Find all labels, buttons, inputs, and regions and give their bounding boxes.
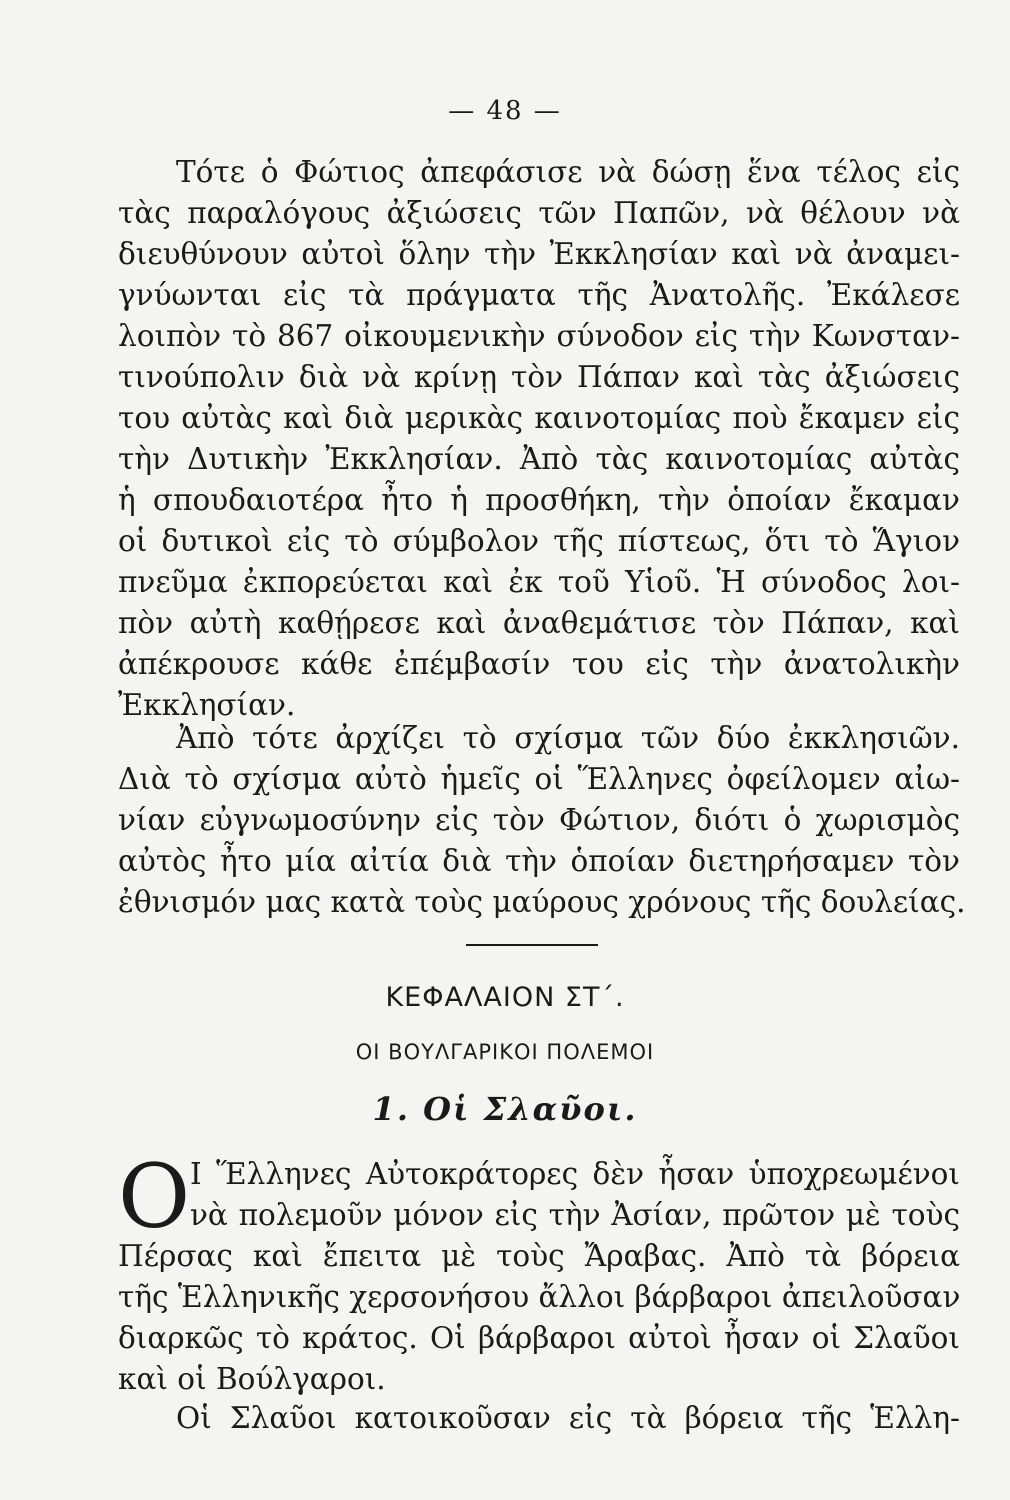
text-line: διευθύνουν αὐτοὶ ὅλην τὴν Ἐκκλησίαν καὶ νὰ ἀναμει- bbox=[118, 237, 960, 271]
text-line: τὰς παραλόγους ἀξιώσεις τῶν Παπῶν, νὰ θέλουν νὰ bbox=[118, 196, 960, 230]
page-number: — 48 — bbox=[448, 96, 562, 126]
text-line: τὴν Δυτικὴν Ἐκκλησίαν. Ἀπὸ τὰς καινοτομίας αὐτὰς bbox=[118, 442, 960, 476]
text-line: οἱ δυτικοὶ εἰς τὸ σύμβολον τῆς πίστεως, ὅτι τὸ Ἅγιον bbox=[118, 524, 960, 558]
section-divider bbox=[466, 944, 598, 946]
paragraph-slavs bbox=[118, 1398, 960, 1439]
drop-cap: Ο bbox=[118, 1145, 191, 1248]
text-line: Ι Ἕλληνες Αὐτοκράτορες δὲν ἦσαν ὑποχρεωμένοι bbox=[190, 1157, 960, 1191]
text-line: ἀπέκρουσε κάθε ἐπέμβασίν του εἰς τὴν ἀνατολικὴν bbox=[118, 647, 960, 681]
text-line: τινούπολιν διὰ νὰ κρίνῃ τὸν Πάπαν καὶ τὰς ἀξιώσεις bbox=[118, 360, 960, 394]
text-line: ἡ σπουδαιοτέρα ἦτο ἡ προσθήκη, τὴν ὁποίαν ἔκαμαν bbox=[118, 483, 960, 517]
text-line: Διὰ τὸ σχίσμα αὐτὸ ἡμεῖς οἱ Ἕλληνες ὀφείλομεν αἰω- bbox=[118, 762, 960, 796]
text-line: Πέρσας καὶ ἔπειτα μὲ τοὺς Ἄραβας. Ἀπὸ τὰ βόρεια bbox=[118, 1239, 960, 1273]
text-line: πνεῦμα ἐκπορεύεται καὶ ἐκ τοῦ Υἱοῦ. Ἡ σύνοδος λοι- bbox=[118, 565, 960, 599]
paragraph-schism bbox=[118, 718, 966, 923]
section-heading: 1. Οἱ Σλαῦοι. bbox=[372, 1090, 638, 1128]
text-line: αὐτὸς ἦτο μία αἰτία διὰ τὴν ὁποίαν διετηρήσαμεν τὸν bbox=[118, 844, 960, 878]
text-line: τῆς Ἑλληνικῆς χερσονήσου ἄλλοι βάρβαροι ἀπειλοῦσαν bbox=[118, 1280, 961, 1314]
text-line: καὶ οἱ Βούλγαροι. bbox=[118, 1362, 386, 1396]
text-line: του αὐτὰς καὶ διὰ μερικὰς καινοτομίας ποὺ ἔκαμεν εἰς bbox=[118, 401, 960, 435]
text-line: γνύωνται εἰς τὰ πράγματα τῆς Ἀνατολῆς. Ἐκάλεσε bbox=[118, 278, 960, 312]
text-line: διαρκῶς τὸ κράτος. Οἱ βάρβαροι αὐτοὶ ἦσαν οἱ Σλαῦοι bbox=[118, 1321, 960, 1355]
text-line: Τότε ὁ Φώτιος ἀπεφάσισε νὰ δώσῃ ἕνα τέλος εἰς bbox=[176, 155, 960, 189]
text-line: ἐθνισμόν μας κατὰ τοὺς μαύρους χρόνους τῆς δουλείας. bbox=[118, 885, 966, 919]
chapter-title: ΚΕΦΑΛΑΙΟΝ ΣΤ΄. bbox=[385, 982, 625, 1013]
text-line: Ἐκκλησίαν. bbox=[118, 688, 296, 722]
text-line: Οἱ Σλαῦοι κατοικοῦσαν εἰς τὰ βόρεια τῆς Ἑλλη- bbox=[176, 1401, 960, 1435]
paragraph-barbarians bbox=[118, 1145, 961, 1400]
text-line: νὰ πολεμοῦν μόνον εἰς τὴν Ἀσίαν, πρῶτον μὲ τοὺς bbox=[190, 1198, 960, 1232]
chapter-subtitle: ΟΙ ΒΟΥΛΓΑΡΙΚΟΙ ΠΟΛΕΜΟΙ bbox=[355, 1040, 655, 1064]
text-line: πὸν αὐτὴ καθῄρεσε καὶ ἀναθεμάτισε τὸν Πάπαν, καὶ bbox=[118, 606, 960, 640]
text-line: Ἀπὸ τότε ἀρχίζει τὸ σχίσμα τῶν δύο ἐκκλησιῶν. bbox=[176, 721, 960, 755]
paragraph-photios bbox=[118, 152, 960, 726]
text-line: λοιπὸν τὸ 867 οἰκουμενικὴν σύνοδον εἰς τὴν Κωνσταν- bbox=[118, 319, 960, 353]
text-line: νίαν εὐγνωμοσύνην εἰς τὸν Φώτιον, διότι ὁ χωρισμὸς bbox=[118, 803, 960, 837]
